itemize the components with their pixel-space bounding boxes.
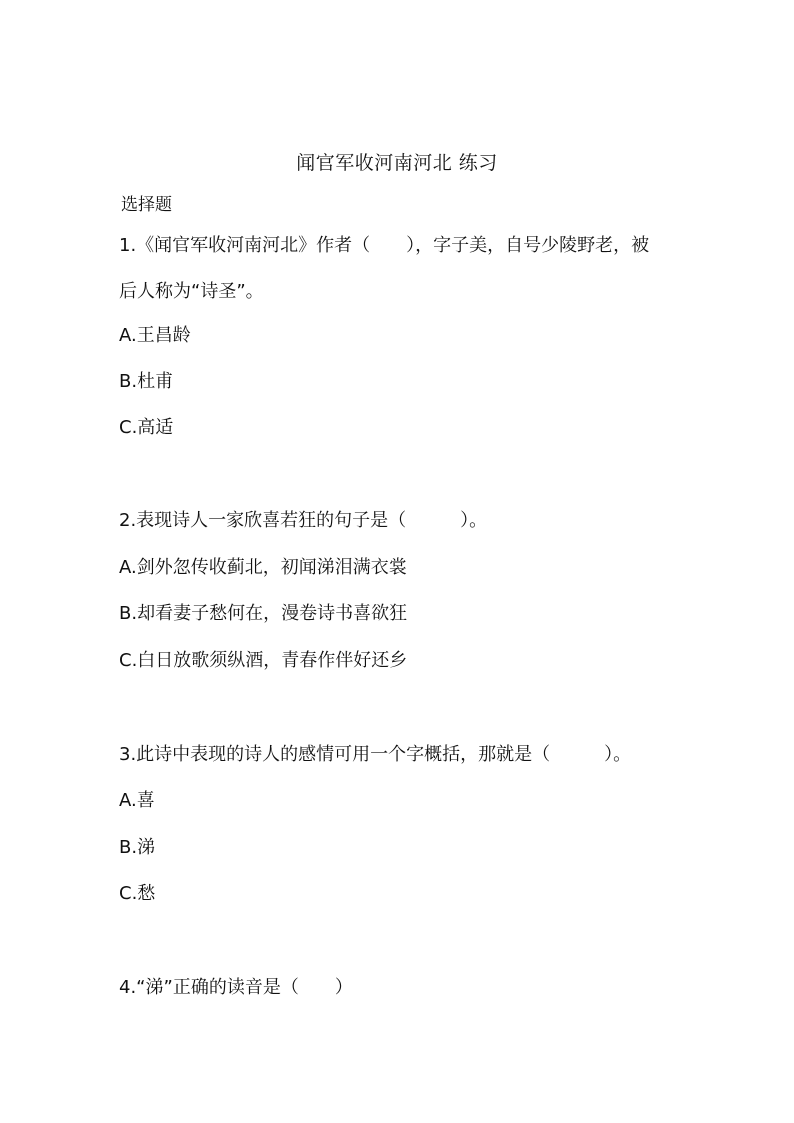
question-1-option-b: B.杜甫 (119, 371, 174, 392)
question-4-text: 4.“涕”正确的读音是（ ） (119, 977, 353, 998)
question-2-option-a: A.剑外忽传收蓟北，初闻涕泪满衣裳 (119, 557, 407, 578)
question-1-text-continued: 后人称为“诗圣”。 (119, 281, 264, 302)
question-2-option-b: B.却看妻子愁何在，漫卷诗书喜欲狂 (119, 603, 408, 624)
question-3-text: 3.此诗中表现的诗人的感情可用一个字概括，那就是（ ）。 (119, 744, 632, 765)
question-2-option-c: C.白日放歌须纵酒，青春作伴好还乡 (119, 650, 408, 671)
document-title: 闻官军收河南河北 练习 (296, 152, 498, 174)
question-3-option-c: C.愁 (119, 883, 156, 904)
question-3-option-b: B.涕 (119, 837, 156, 858)
question-3-option-a: A.喜 (119, 790, 155, 811)
question-1-option-a: A.王昌龄 (119, 325, 191, 346)
question-1-text: 1.《闻官军收河南河北》作者（ ），字子美，自号少陵野老，被 (119, 235, 650, 256)
section-heading: 选择题 (121, 195, 172, 215)
question-2-text: 2.表现诗人一家欣喜若狂的句子是（ ）。 (119, 510, 488, 531)
question-1-option-c: C.高适 (119, 417, 174, 438)
